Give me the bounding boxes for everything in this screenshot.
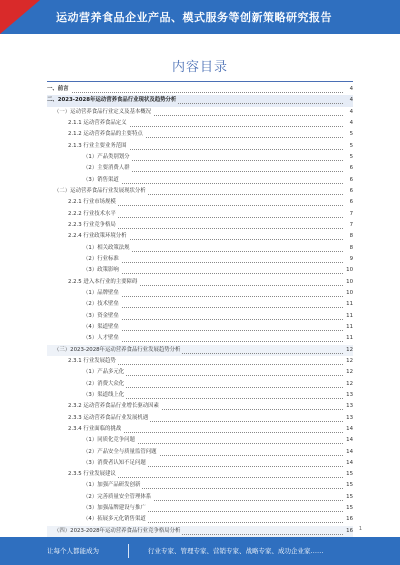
toc-entry[interactable] — [47, 413, 353, 424]
toc-leader-dots — [83, 306, 343, 308]
toc-entry-title: （3）消费者认知不足问题 — [83, 458, 148, 469]
toc-entry-title: （3）政策影响 — [83, 265, 121, 276]
toc-entry-title: （1）品牌壁垒 — [83, 288, 121, 299]
toc-entry-title: 2.3.5 行业发展建议 — [68, 469, 118, 480]
toc-entry[interactable] — [47, 424, 353, 435]
toc-heading-divider — [47, 81, 353, 82]
toc-entry[interactable] — [47, 514, 353, 525]
toc-entry[interactable] — [47, 118, 353, 129]
toc-entry-title: （一）运动营养食品行业定义及基本概况 — [54, 107, 153, 118]
toc-entry-title: （1）产品多元化 — [83, 367, 126, 378]
toc-entry-page: 11 — [346, 323, 353, 330]
toc-entry[interactable] — [47, 447, 353, 458]
toc-entry-page: 7 — [349, 221, 353, 228]
toc-entry[interactable] — [47, 231, 353, 242]
footer-banner — [0, 537, 400, 565]
toc-entry[interactable] — [47, 503, 353, 514]
toc-entry-page: 13 — [346, 391, 353, 398]
toc-entry-title: 二、2023-2028年运动营养食品行业现状及趋势分析 — [47, 95, 178, 106]
toc-entry-title: （3）销售渠道 — [83, 175, 121, 186]
toc-entry-title: （4）渠道壁垒 — [83, 322, 121, 333]
toc-entry-page: 11 — [346, 312, 353, 319]
toc-entry-page: 8 — [349, 244, 353, 251]
footer-slogan: 让每个人都能成为 — [47, 547, 99, 555]
toc-entry[interactable] — [47, 265, 353, 276]
toc-entry-title: （1）同质化竞争问题 — [83, 435, 137, 446]
toc-entry-title: （1）产品类别划分 — [83, 152, 132, 163]
toc-entry-page: 6 — [349, 165, 353, 172]
toc-entry-page: 4 — [349, 97, 353, 104]
toc-entry-title: （2）技术壁垒 — [83, 299, 121, 310]
toc-entry-page: 10 — [346, 267, 353, 274]
toc-entry-page: 5 — [349, 142, 353, 149]
toc-entry[interactable] — [47, 367, 353, 378]
toc-entry[interactable] — [47, 95, 353, 106]
page-number: 1 — [358, 526, 362, 532]
toc-leader-dots — [83, 340, 343, 342]
toc-leader-dots — [47, 91, 343, 93]
toc-heading: 内容目录 — [171, 60, 228, 75]
toc-entry-page: 12 — [346, 346, 353, 353]
toc-entry-page: 14 — [346, 437, 353, 444]
toc-entry-title: （2）完善质量安全管理体系 — [83, 492, 153, 503]
toc-entry[interactable] — [47, 277, 353, 288]
toc-entry-title: （四）2023-2028年运动营养食品行业竞争格局分析 — [54, 526, 182, 537]
toc-entry[interactable] — [47, 288, 353, 299]
toc-entry-page: 12 — [346, 369, 353, 376]
toc-entry-page: 15 — [346, 482, 353, 489]
toc-entry-page: 14 — [346, 425, 353, 432]
toc-entry-title: （2）行业标准 — [83, 254, 121, 265]
toc-entry[interactable] — [47, 356, 353, 367]
toc-entry[interactable] — [47, 333, 353, 344]
toc-entry[interactable] — [47, 243, 353, 254]
toc-entry-page: 5 — [349, 153, 353, 160]
toc-entry[interactable] — [47, 129, 353, 140]
toc-entry[interactable] — [47, 480, 353, 491]
toc-entry-title: 2.1.3 行业主要业务范围 — [68, 141, 129, 152]
toc-entry[interactable] — [47, 197, 353, 208]
toc-entry-page: 15 — [346, 471, 353, 478]
toc-entry-title: （3）资金壁垒 — [83, 311, 121, 322]
toc-entry-page: 12 — [346, 380, 353, 387]
table-of-contents — [47, 84, 353, 548]
toc-entry-page: 13 — [346, 414, 353, 421]
toc-leader-dots — [83, 295, 343, 297]
footer-divider — [128, 544, 129, 558]
toc-entry-page: 16 — [346, 516, 353, 523]
toc-entry-title: 2.2.1 行业市场规模 — [68, 197, 118, 208]
toc-entry-page: 6 — [349, 187, 353, 194]
toc-entry-page: 11 — [346, 301, 353, 308]
toc-entry[interactable] — [47, 458, 353, 469]
toc-entry-page: 10 — [346, 278, 353, 285]
header-banner — [0, 0, 400, 34]
toc-entry-page: 6 — [349, 176, 353, 183]
toc-entry-title: 2.2.5 进入本行业的主要障碍 — [68, 277, 139, 288]
toc-entry-page: 13 — [346, 403, 353, 410]
footer-roles: 行业专家、管理专家、营销专家、战略专家、成功企业家…… — [148, 547, 324, 555]
toc-entry-title: （二）运动营养食品行业发展现状分析 — [54, 186, 148, 197]
toc-entry[interactable] — [47, 492, 353, 503]
toc-entry[interactable] — [47, 175, 353, 186]
toc-entry-title: 2.3.3 运动营养食品行业发展机遇 — [68, 413, 150, 424]
toc-entry-title: 2.3.4 行业面临的挑战 — [68, 424, 123, 435]
toc-entry-page: 14 — [346, 459, 353, 466]
header-red-corner — [0, 0, 40, 34]
toc-entry[interactable] — [47, 469, 353, 480]
toc-entry-page: 15 — [346, 505, 353, 512]
toc-entry-title: 2.2.4 行业政策环境分析 — [68, 231, 129, 242]
toc-entry-page: 4 — [349, 108, 353, 115]
toc-entry[interactable] — [47, 220, 353, 231]
toc-entry-page: 6 — [349, 199, 353, 206]
toc-entry[interactable] — [47, 299, 353, 310]
toc-entry[interactable] — [47, 526, 353, 537]
toc-entry-title: （1）加强产品研发创新 — [83, 480, 142, 491]
toc-entry-title: （1）相关政策法规 — [83, 243, 132, 254]
toc-leader-dots — [83, 318, 343, 320]
toc-entry-title: 2.1.2 运动营养食品的主要特点 — [68, 129, 145, 140]
toc-entry[interactable] — [47, 209, 353, 220]
toc-entry-title: 2.2.2 行业技术水平 — [68, 209, 118, 220]
toc-entry[interactable] — [47, 401, 353, 412]
toc-entry-title: 2.3.1 行业发展趋势 — [68, 356, 118, 367]
toc-entry-page: 4 — [349, 119, 353, 126]
toc-leader-dots — [83, 329, 343, 331]
toc-entry[interactable] — [47, 186, 353, 197]
toc-entry[interactable] — [47, 152, 353, 163]
toc-entry[interactable] — [47, 345, 353, 356]
toc-entry-title: （三）2023-2028年运动营养食品行业发展趋势分析 — [54, 345, 182, 356]
toc-entry-page: 4 — [349, 86, 353, 92]
toc-entry-page: 10 — [346, 289, 353, 296]
toc-entry-page: 15 — [346, 493, 353, 500]
toc-entry[interactable] — [47, 163, 353, 174]
toc-entry-page: 9 — [349, 255, 353, 262]
toc-entry-page: 11 — [346, 335, 353, 342]
toc-entry-page: 12 — [346, 357, 353, 364]
toc-entry[interactable] — [47, 254, 353, 265]
toc-entry-page: 7 — [349, 210, 353, 217]
toc-leader-dots — [83, 182, 343, 184]
toc-entry-title: （5）人才壁垒 — [83, 333, 121, 344]
toc-entry-title: 2.3.2 运动营养食品行业增长驱动因素 — [68, 401, 161, 412]
toc-entry-page: 8 — [349, 233, 353, 240]
toc-entry-page: 14 — [346, 448, 353, 455]
toc-entry[interactable] — [47, 311, 353, 322]
toc-leader-dots — [83, 261, 343, 263]
toc-entry[interactable] — [47, 379, 353, 390]
toc-entry-title: 2.1.1 运动营养食品定义 — [68, 118, 129, 129]
toc-entry-title: （3）加强品牌建设与推广 — [83, 503, 148, 514]
toc-entry[interactable] — [47, 84, 353, 95]
toc-entry-title: （2）产品安全与质量监管问题 — [83, 447, 159, 458]
toc-entry-title: 2.2.3 行业竞争格局 — [68, 220, 118, 231]
toc-entry-page: 16 — [346, 527, 353, 534]
toc-entry[interactable] — [47, 435, 353, 446]
report-title: 运动营养食品企业产品、模式服务等创新策略研究报告 — [56, 11, 332, 24]
toc-entry-title: （2）主要消费人群 — [83, 163, 132, 174]
toc-leader-dots — [83, 272, 343, 274]
toc-entry-title: （2）消费大众化 — [83, 379, 126, 390]
toc-entry-title: 一、前言 — [47, 84, 71, 95]
toc-entry-title: （4）拓展多元化销售渠道 — [83, 514, 148, 525]
toc-entry[interactable] — [47, 141, 353, 152]
toc-entry[interactable] — [47, 390, 353, 401]
toc-entry-title: （3）渠道线上化 — [83, 390, 126, 401]
toc-entry-page: 5 — [349, 131, 353, 138]
toc-entry[interactable] — [47, 107, 353, 118]
toc-entry[interactable] — [47, 322, 353, 333]
